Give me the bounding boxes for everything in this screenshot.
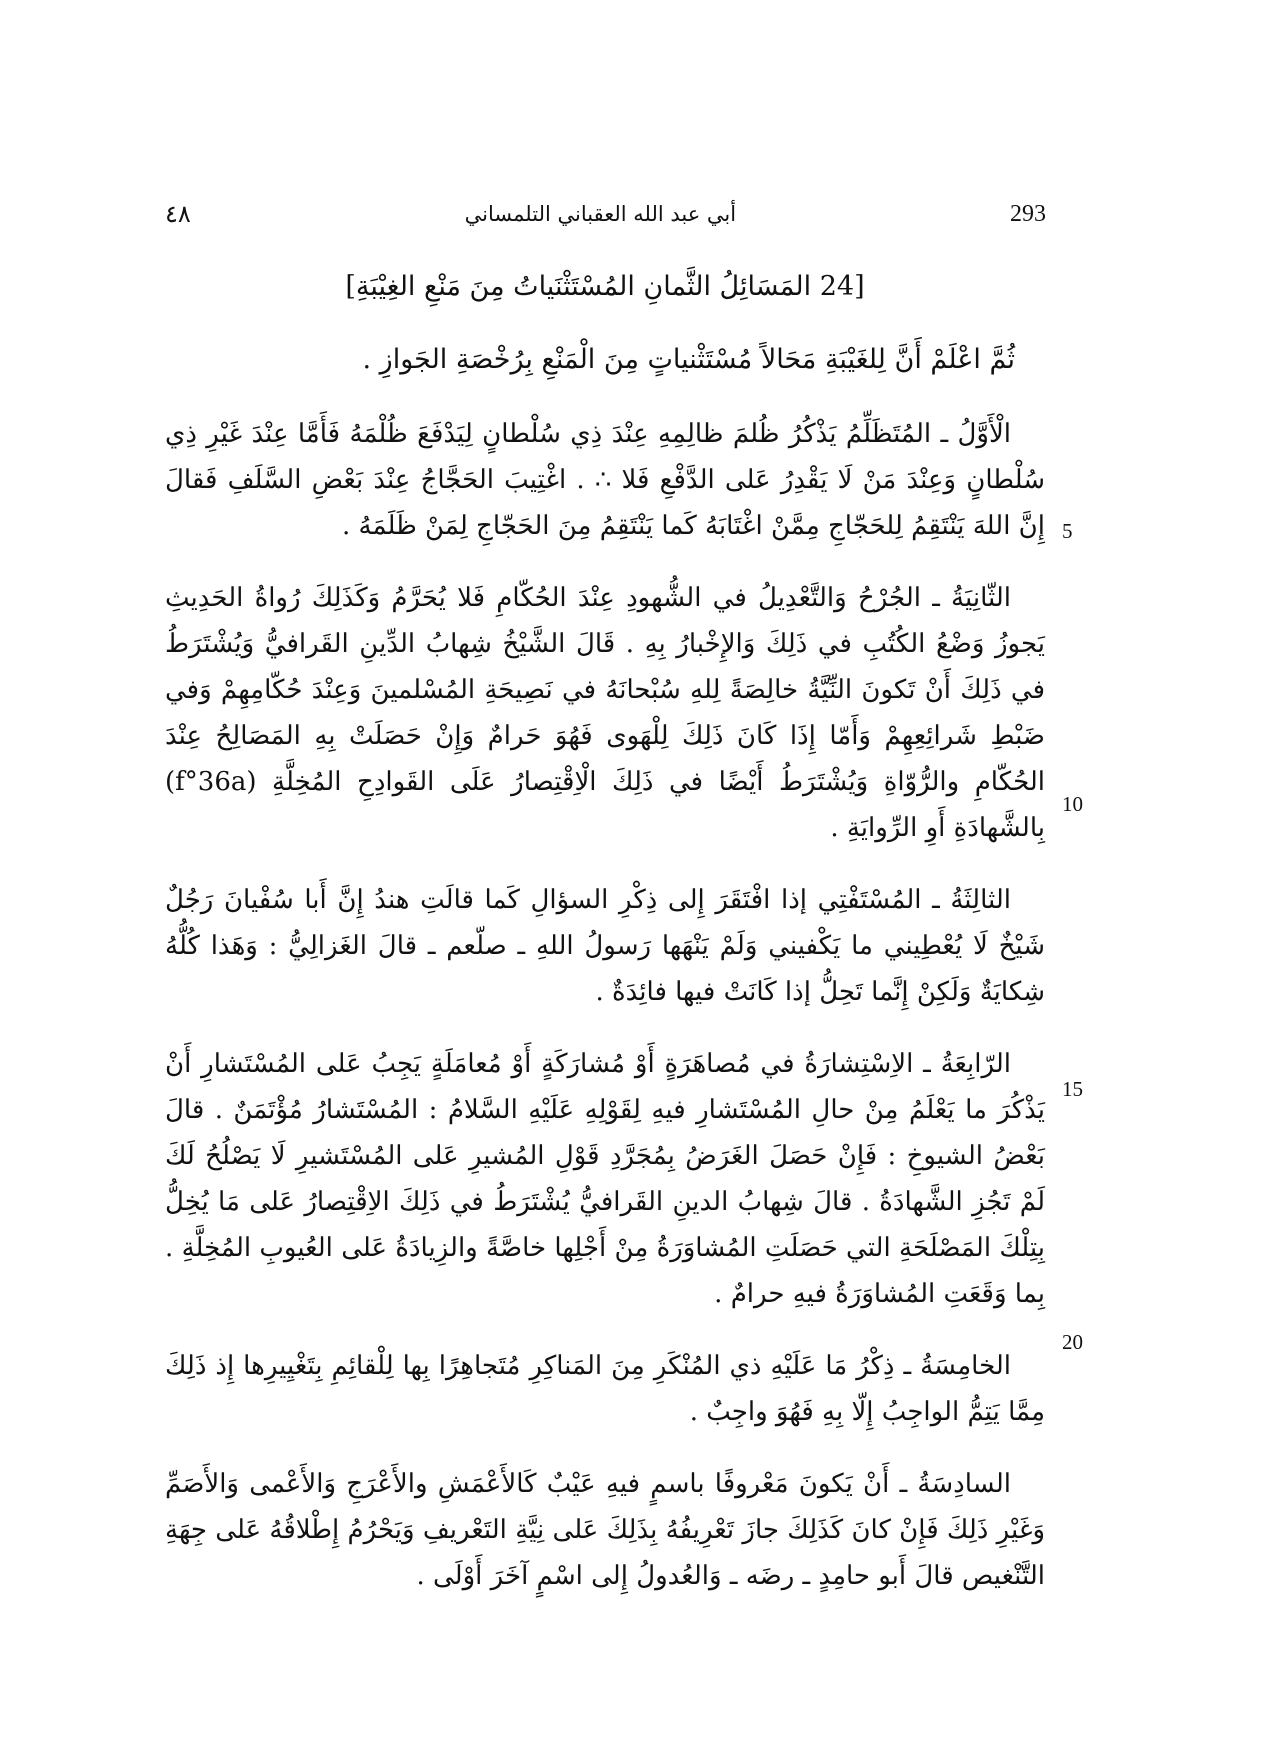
paragraph-third: الثالِثَةُ ـ المُسْتَفْتِي إذا افْتَقَرَ إِلى ذِكْرِ السؤالِ كَما قالَتِ هندُ إِنَّ أَبا سُفْيانَ رَجُلٌ شَيْخٌ لَا يُعْطِيني ما يَكْفيني وَلَمْ يَنْهَها رَسولُ اللهِ ـ صلّعم ـ قالَ الغَزالِيُّ : وَهَذا كُلُّهُ شِكايَةٌ وَلَكِنْ إِنَّما تَحِلُّ إذا كَانَتْ فيها فائِدَةٌ .	[165, 885, 1045, 1007]
line-number-20: 20	[1062, 1330, 1083, 1354]
page-number: 293	[1010, 200, 1046, 227]
paragraph-second: الثّانِيَةُ ـ الجُرْحُ وَالتَّعْدِيلُ في الشُّهودِ عِنْدَ الحُكّامِ فَلا يُحَرَّمُ وَكَذَلِكَ رُواةُ الحَدِيثِ يَجوزُ وَضْعُ الكُتُبِ في ذَلِكَ وَالإِخْبارُ بِهِ . قَالَ الشَّيْخُ شِهابُ الدِّينِ القَرافيُّ وَيُشْتَرَطُ في ذَلِكَ أَنْ تَكونَ النِّيَّةُ خالِصَةً لِلهِ سُبْحانَهُ في نَصِيحَةِ المُسْلمينَ وَعِنْدَ حُكّامِهِمْ وَفي ضَبْطِ شَرائِعِهِمْ وَأَمّا إِذَا كَانَ ذَلِكَ لِلْهَوى فَهُوَ حَرامٌ وَإِنْ حَصَلَتْ بِهِ المَصَالِحُ عِنْدَ الحُكّامِ والرُّوّاةِ وَيُشْتَرَطُ أَيْضًا في ذَلِكَ الْاِقْتِصارُ عَلَى القَوادِحِ المُخِلَّةِ (f°36a) بِالشَّهادَةِ أَوِ الرِّوايَةِ .	[165, 583, 1045, 843]
paragraph-fourth: الرّابِعَةُ ـ الاِسْتِشارَةُ في مُصاهَرَةٍ أَوْ مُشارَكَةٍ أَوْ مُعامَلَةٍ يَجِبُ عَلى المُسْتَشارِ أَنْ يَذْكُرَ ما يَعْلَمُ مِنْ حالِ المُسْتَشارِ فيهِ لِقَوْلِهِ عَلَيْهِ السَّلامُ : المُسْتَشارُ مُؤْتَمَنٌ . قالَ بَعْضُ الشيوخِ : فَإِنْ حَصَلَ الغَرَضُ بِمُجَرَّدِ قَوْلِ المُشيرِ عَلى المُسْتَشيرِ لَا يَصْلُحُ لَكَ لَمْ تَجُزِ الشَّهادَةُ . قالَ شِهابُ الدينِ القَرافيُّ يُشْتَرَطُ في ذَلِكَ الاِقْتِصارُ عَلى مَا يُخِلُّ بِتِلْكَ المَصْلَحَةِ التي حَصَلَتِ المُشاوَرَةُ مِنْ أَجْلِها خاصَّةً والزِيادَةُ عَلى العُيوبِ المُخِلَّةِ . بِما وَقَعَتِ المُشاوَرَةُ فيهِ حرامٌ .	[165, 1049, 1045, 1309]
line-number-10: 10	[1062, 792, 1083, 816]
running-header	[165, 196, 1046, 232]
paragraph-sixth: السادِسَةُ ـ أَنْ يَكونَ مَعْروفًا باسمٍ فيهِ عَيْبٌ كَالأَعْمَشِ والأَعْرَجِ وَالأَعْمى وَالأَصَمِّ وَغَيْرِ ذَلِكَ فَإِنْ كانَ كَذَلِكَ جازَ تَعْرِيفُهُ بِذَلِكَ عَلى نِيَّةِ التَعْريفِ وَيَحْرُمُ إِطْلاقُهُ عَلى جِهَةِ التَّنْغيص قالَ أَبو حامِدٍ ـ رضَه ـ وَالعُدولُ إِلى اسْمٍ آخَرَ أَوْلَى .	[165, 1469, 1045, 1591]
paragraph-fifth: الخامِسَةُ ـ ذِكْرُ مَا عَلَيْهِ ذي المُنْكَرِ مِنَ المَناكِرِ مُتَجاهِرًا بِها لِلْقائِمِ بِتَغْيِيرِها إِذ ذَلِكَ مِمَّا يَتِمُّ الواجِبُ إِلّا بِهِ فَهُوَ واجِبٌ .	[165, 1351, 1045, 1427]
running-title: أبي عبد الله العقباني التلمساني	[464, 202, 737, 226]
paragraph-first: الْأَوَّلُ ـ المُتَظَلِّمُ يَذْكُرُ ظُلمَ ظالِمِهِ عِنْدَ ذِي سُلْطانٍ لِيَدْفَعَ ظُلْمَهُ فَأَمَّا عِنْدَ غَيْرِ ذِي سُلْطانٍ وَعِنْدَ مَنْ لَا يَقْدِرُ عَلى الدَّفْعِ فَلا ∴ . اغْتِيبَ الحَجَّاجُ عِنْدَ بَعْضِ السَّلَفِ فَقالَ إِنَّ اللهَ يَنْتَقِمُ لِلحَجّاجِ مِمَّنْ اغْتَابَهُ كَما يَنْتَقِمُ مِنَ الحَجّاجِ لِمَنْ ظَلَمَهُ .	[165, 419, 1045, 541]
intro-paragraph: ثُمَّ اعْلَمْ أَنَّ لِلغَيْبَةِ مَحَالاً مُسْتَثْنياتٍ مِنَ الْمَنْعِ بِرُخْصَةِ الجَوازِ .	[362, 344, 1015, 375]
line-number-15: 15	[1062, 1077, 1083, 1101]
line-number-5: 5	[1062, 519, 1073, 543]
page-number-arabic: ٤٨	[165, 201, 191, 228]
page-body	[165, 265, 1045, 1625]
section-title: [24 المَسَائِلُ الثَّمانِ المُسْتَثْنَياتُ مِنَ مَنْعِ الغِيْبَةِ]	[345, 271, 865, 302]
